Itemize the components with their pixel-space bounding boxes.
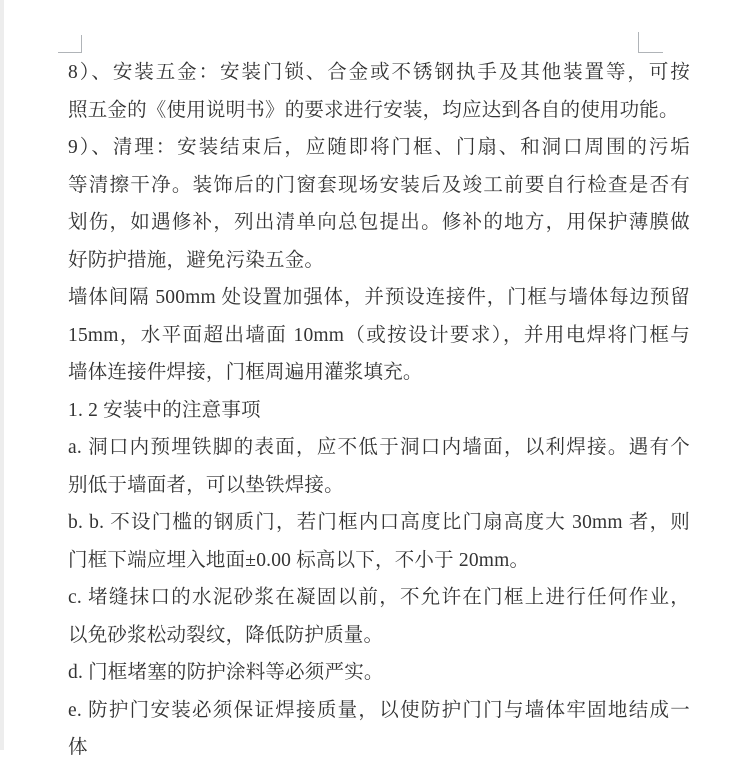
document-line: 墙体间隔 500mm 处设置加强体，并预设连接件，门框与墙体每边预留 bbox=[68, 287, 690, 308]
document-line: a. 洞口内预埋铁脚的表面，应不低于洞口内墙面，以利焊接。遇有个 bbox=[68, 437, 690, 458]
document-line: 划伤，如遇修补，列出清单向总包提出。修补的地方，用保护薄膜做 bbox=[68, 212, 690, 233]
document-line: 照五金的《使用说明书》的要求进行安装，均应达到各自的使用功能。 bbox=[68, 99, 679, 121]
document-line: 门框下端应埋入地面±0.00 标高以下，不小于 20mm。 bbox=[68, 549, 530, 571]
document-line: d. 门框堵塞的防护涂料等必须严实。 bbox=[68, 662, 384, 683]
document-section-heading: 1. 2 安装中的注意事项 bbox=[68, 399, 261, 421]
document-line: 15mm，水平面超出墙面 10mm（或按设计要求），并用电焊将门框与 bbox=[68, 324, 690, 346]
document-line: 体 bbox=[68, 737, 88, 758]
document-line: 9）、清理：安装结束后，应随即将门框、门扇、和洞口周围的污垢 bbox=[68, 137, 690, 158]
page-edge-strip bbox=[0, 0, 4, 750]
document-line: 以免砂浆松动裂纹，降低防护质量。 bbox=[68, 624, 384, 646]
text-boundary-mark-top-left bbox=[58, 35, 82, 53]
document-text-block bbox=[68, 54, 690, 767]
document-line: c. 堵缝抹口的水泥砂浆在凝固以前，不允许在门框上进行任何作业， bbox=[68, 587, 690, 608]
document-line: 别低于墙面者，可以垫铁焊接。 bbox=[68, 474, 344, 496]
document-line: 等清擦干净。装饰后的门窗套现场安装后及竣工前要自行检查是否有 bbox=[68, 174, 690, 196]
document-line: 墙体连接件焊接，门框周遍用灌浆填充。 bbox=[68, 362, 423, 383]
document-line: 好防护措施，避免污染五金。 bbox=[68, 249, 325, 271]
document-line: b. b. 不设门槛的钢质门，若门框内口高度比门扇高度大 30mm 者，则 bbox=[68, 512, 690, 533]
text-boundary-mark-top-right bbox=[638, 32, 663, 53]
document-line: e. 防护门安装必须保证焊接质量，以使防护门门与墙体牢固地结成一 bbox=[68, 699, 690, 721]
document-line: 8）、安装五金：安装门锁、合金或不锈钢执手及其他装置等，可按 bbox=[68, 62, 690, 83]
